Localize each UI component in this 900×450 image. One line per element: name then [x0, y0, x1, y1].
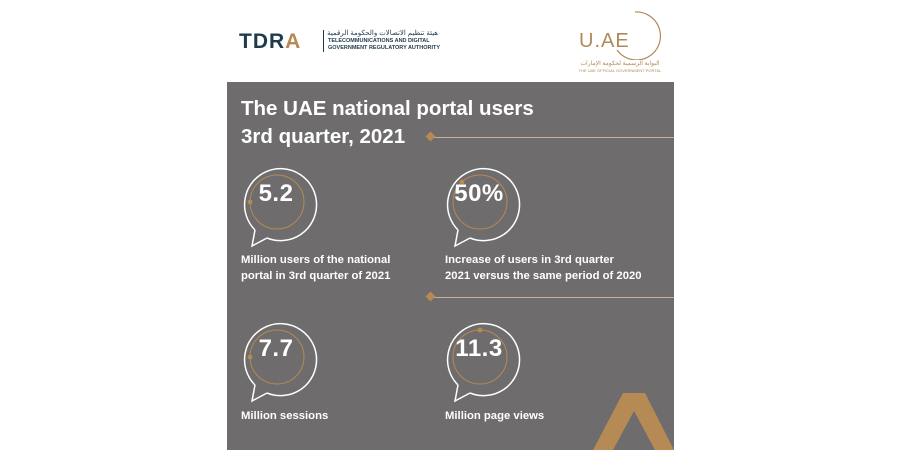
stat-caption-line-1: Increase of users in 3rd quarter: [445, 254, 614, 266]
uae-wordmark: U.AE: [579, 30, 630, 52]
stat-caption-line-1: Million users of the national: [241, 254, 391, 266]
infographic-card: [227, 0, 674, 450]
title-line-2: 3rd quarter, 2021: [241, 125, 406, 148]
uae-portal-english-name: THE UAE OFFICIAL GOVERNMENT PORTAL: [578, 68, 662, 73]
brand-chevron-icon: [583, 393, 674, 450]
section-divider-diamond-icon: [426, 292, 436, 302]
stat-caption: [445, 252, 642, 284]
tdra-wordmark: TDRA: [239, 30, 302, 53]
tdra-text: [327, 29, 441, 52]
tdra-divider: [323, 30, 324, 52]
uae-portal-arabic-name: البوابة الرسمية لحكومة الإمارات: [580, 61, 660, 67]
stat-caption-line-1: Million page views: [445, 410, 545, 422]
stat-caption-line-1: Million sessions: [241, 410, 329, 422]
uae-portal-logo: [573, 8, 667, 78]
section-divider: [433, 297, 674, 298]
stat-value: 11.3: [455, 335, 503, 362]
tdra-arabic-name: هيئة تنظيم الاتصالات والحكومة الرقمية: [327, 30, 438, 37]
stat-caption-line-2: portal in 3rd quarter of 2021: [241, 270, 391, 282]
page-title: [241, 95, 601, 151]
stat-caption: [445, 408, 544, 424]
stat-caption-line-2: 2021 versus the same period of 2020: [445, 270, 642, 282]
stat-value: 50%: [454, 180, 504, 207]
tdra-english-name-line1: TELECOMMUNICATIONS AND DIGITAL: [328, 38, 430, 44]
stat-value: 5.2: [258, 180, 294, 207]
header-bar: [227, 0, 674, 82]
stat-caption: [241, 252, 390, 284]
stat-value: 7.7: [258, 335, 294, 362]
title-line-1: The UAE national portal users: [241, 97, 534, 120]
stat-caption: [241, 408, 328, 424]
tdra-english-name-line2: GOVERNMENT REGULATORY AUTHORITY: [328, 45, 441, 51]
title-divider: [433, 137, 674, 138]
